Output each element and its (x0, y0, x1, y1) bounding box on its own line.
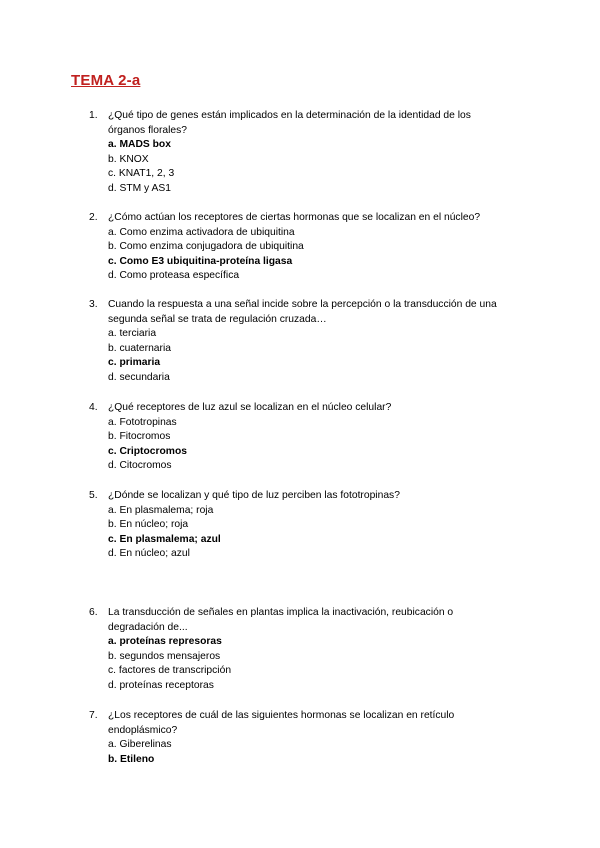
option-a: a. Fototropinas (108, 416, 177, 428)
question-number: 6. (89, 607, 98, 618)
option-b: b. segundos mensajeros (108, 650, 221, 662)
option-c: c. KNAT1, 2, 3 (108, 168, 175, 180)
option-d: d. En núcleo; azul (108, 548, 190, 560)
option-b: b. KNOX (108, 153, 149, 165)
option-b: b. Etileno (108, 753, 155, 765)
question-stem-line: degradación de... (108, 621, 188, 633)
question-4 (89, 401, 539, 474)
option-b: b. Fitocromos (108, 431, 171, 443)
question-stem-line: La transducción de señales en plantas implica la inactivación, reubicación o (108, 607, 454, 618)
option-b: b. En núcleo; roja (108, 519, 189, 531)
option-d: d. Citocromos (108, 460, 172, 472)
option-c: c. Como E3 ubiquitina-proteína ligasa (108, 255, 293, 267)
question-number: 3. (89, 299, 98, 310)
page-title: TEMA 2-a (71, 72, 141, 89)
option-c: c. factores de transcripción (108, 665, 232, 677)
question-stem-line: ¿Cómo actúan los receptores de ciertas hormonas que se localizan en el núcleo? (108, 212, 481, 223)
question-number: 1. (89, 110, 98, 121)
option-d: d. Como proteasa específica (108, 270, 240, 282)
question-number: 2. (89, 212, 98, 223)
question-number: 5. (89, 490, 98, 501)
option-c: c. En plasmalema; azul (108, 533, 221, 545)
question-stem-line: segunda señal se trata de regulación cruzada… (108, 313, 327, 325)
question-stem-line: ¿Dónde se localizan y qué tipo de luz perciben las fototropinas? (108, 490, 400, 501)
question-stem-line: ¿Los receptores de cuál de las siguientes hormonas se localizan en retículo (108, 710, 455, 721)
question-stem-line: órganos florales? (108, 124, 187, 136)
option-d: d. STM y AS1 (108, 182, 171, 194)
option-c: c. Criptocromos (108, 445, 187, 457)
option-a: a. Giberelinas (108, 739, 172, 751)
option-b: b. Como enzima conjugadora de ubiquitina (108, 241, 304, 253)
question-number: 7. (89, 710, 98, 721)
question-number: 4. (89, 402, 98, 413)
option-a: a. MADS box (108, 139, 171, 151)
question-6 (89, 606, 539, 694)
option-a: a. Como enzima activadora de ubiquitina (108, 226, 295, 238)
option-a: a. proteínas represoras (108, 636, 222, 648)
option-a: a. En plasmalema; roja (108, 504, 214, 516)
option-c: c. primaria (108, 357, 161, 369)
option-d: d. proteínas receptoras (108, 679, 214, 691)
question-1 (89, 109, 539, 197)
option-d: d. secundaria (108, 371, 170, 383)
question-2 (89, 211, 539, 284)
option-b: b. cuaternaria (108, 342, 171, 354)
question-stem-line: Cuando la respuesta a una señal incide sobre la percepción o la transducción de una (108, 299, 497, 310)
question-3 (89, 298, 539, 386)
question-7 (89, 709, 539, 767)
question-5 (89, 489, 539, 562)
option-a: a. terciaria (108, 328, 157, 340)
question-stem-line: ¿Qué receptores de luz azul se localizan en el núcleo celular? (108, 402, 392, 413)
question-stem-line: endoplásmico? (108, 724, 178, 736)
question-stem-line: ¿Qué tipo de genes están implicados en la determinación de la identidad de los (108, 110, 471, 121)
